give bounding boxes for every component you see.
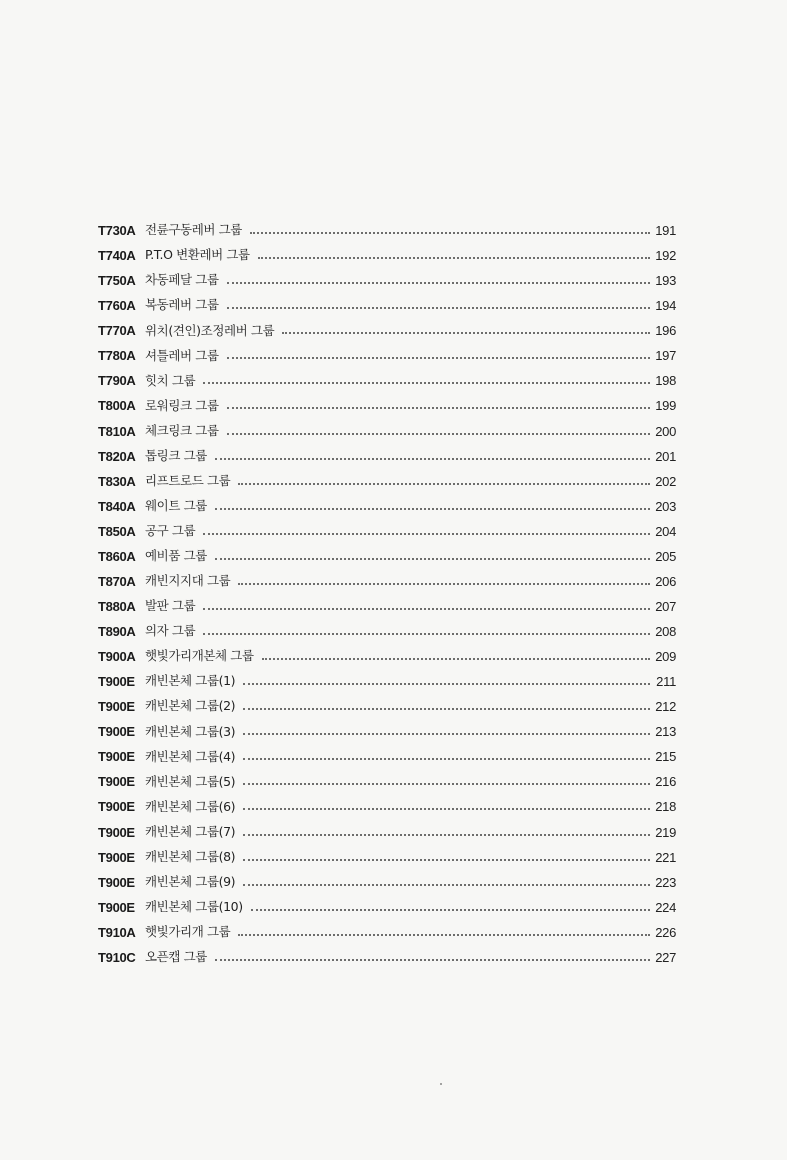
toc-entry-page-number: 204 — [655, 523, 676, 539]
toc-entry-code: T830A — [98, 473, 136, 489]
dot-leader — [227, 306, 650, 309]
toc-entry-title: 캐빈본체 그룹(2) — [145, 698, 236, 714]
toc-entry-title: 힛치 그룹 — [145, 372, 196, 388]
toc-entry-page-number: 201 — [655, 448, 676, 464]
toc-entry-page-number: 206 — [655, 573, 676, 589]
toc-entry-code: T910C — [98, 949, 136, 965]
dot-leader — [238, 933, 650, 936]
table-of-contents — [98, 218, 676, 970]
dot-leader — [227, 406, 650, 409]
toc-entry-code: T790A — [98, 373, 136, 389]
toc-entry-title: 캐빈본체 그룹(4) — [145, 748, 236, 764]
toc-entry-page-number: 211 — [656, 674, 676, 690]
toc-entry-code: T900E — [98, 774, 135, 790]
toc-entry-page-number: 218 — [655, 799, 676, 815]
toc-entry-title: 톱링크 그룹 — [145, 447, 207, 463]
toc-entry-title: 전륜구동레버 그룹 — [145, 222, 242, 238]
dot-leader — [203, 632, 650, 635]
toc-entry-page-number: 197 — [655, 348, 676, 364]
toc-entry-page-number: 212 — [655, 699, 676, 715]
toc-entry-code: T900E — [98, 849, 135, 865]
toc-entry-code: T820A — [98, 448, 136, 464]
toc-entry-page-number: 208 — [655, 624, 676, 640]
toc-entry-code: T870A — [98, 573, 136, 589]
toc-entry-title: 햇빛가리개 그룹 — [145, 924, 231, 940]
toc-entry-title: 햇빛가리개본체 그룹 — [145, 648, 254, 664]
toc-entry-title: 캐빈본체 그룹(7) — [145, 823, 236, 839]
toc-entry-page-number: 202 — [655, 473, 676, 489]
toc-entry-page-number: 213 — [655, 724, 676, 740]
toc-entry-title: 캐빈본체 그룹(1) — [145, 673, 236, 689]
toc-entry-title: 웨이트 그룹 — [145, 497, 207, 513]
toc-entry-page-number: 221 — [655, 849, 676, 865]
dot-leader — [238, 482, 650, 485]
dot-leader — [215, 457, 650, 460]
dot-leader — [251, 908, 650, 911]
toc-entry-code: T900E — [98, 749, 135, 765]
toc-entry-code: T740A — [98, 248, 136, 264]
dot-leader — [282, 331, 650, 334]
toc-entry-title: 리프트로드 그룹 — [145, 472, 231, 488]
toc-entry[interactable] — [98, 444, 676, 469]
dot-leader — [203, 381, 650, 384]
toc-entry-page-number: 219 — [655, 824, 676, 840]
toc-entry-code: T880A — [98, 598, 136, 614]
toc-entry-title: P.T.O 변환레버 그룹 — [145, 247, 250, 263]
toc-entry-code: T900E — [98, 674, 135, 690]
toc-entry-page-number: 198 — [655, 373, 676, 389]
toc-entry-code: T730A — [98, 223, 136, 239]
dot-leader — [227, 432, 650, 435]
toc-entry-page-number: 207 — [655, 598, 676, 614]
toc-entry[interactable] — [98, 569, 676, 594]
toc-entry[interactable] — [98, 368, 676, 393]
toc-entry-code: T900E — [98, 699, 135, 715]
toc-entry[interactable] — [98, 243, 676, 268]
toc-entry[interactable] — [98, 719, 676, 744]
toc-entry-title: 캐빈본체 그룹(10) — [145, 898, 243, 914]
toc-entry-page-number: 191 — [655, 223, 676, 239]
toc-entry-page-number: 216 — [655, 774, 676, 790]
toc-entry-code: T860A — [98, 548, 136, 564]
dot-leader — [203, 532, 650, 535]
toc-entry-code: T810A — [98, 423, 136, 439]
toc-entry-code: T800A — [98, 398, 136, 414]
toc-entry-code: T900E — [98, 899, 135, 915]
dot-leader — [227, 281, 650, 284]
toc-entry[interactable] — [98, 644, 676, 669]
toc-entry-code: T900A — [98, 649, 136, 665]
toc-entry[interactable] — [98, 895, 676, 920]
toc-entry-page-number: 193 — [655, 273, 676, 289]
toc-entry-page-number: 205 — [655, 548, 676, 564]
toc-entry[interactable] — [98, 870, 676, 895]
dot-leader — [243, 807, 650, 810]
toc-entry[interactable] — [98, 393, 676, 418]
dot-leader — [203, 607, 650, 610]
toc-entry-code: T760A — [98, 298, 136, 314]
toc-entry[interactable] — [98, 469, 676, 494]
toc-entry[interactable] — [98, 794, 676, 819]
dot-leader — [215, 557, 650, 560]
toc-entry-title: 캐빈본체 그룹(3) — [145, 723, 236, 739]
toc-entry[interactable] — [98, 343, 676, 368]
toc-entry-code: T850A — [98, 523, 136, 539]
toc-entry[interactable] — [98, 419, 676, 444]
toc-entry[interactable] — [98, 318, 676, 343]
toc-entry[interactable] — [98, 820, 676, 845]
toc-entry-title: 캐빈본체 그룹(5) — [145, 773, 236, 789]
toc-entry-page-number: 200 — [655, 423, 676, 439]
dot-leader — [258, 256, 650, 259]
toc-entry-code: T910A — [98, 924, 136, 940]
dot-leader — [243, 707, 650, 710]
toc-entry-page-number: 227 — [655, 949, 676, 965]
dot-leader — [243, 682, 650, 685]
toc-entry-title: 체크링크 그룹 — [145, 422, 219, 438]
toc-entry-title: 발판 그룹 — [145, 598, 196, 614]
toc-entry-code: T770A — [98, 323, 136, 339]
toc-entry-code: T900E — [98, 824, 135, 840]
toc-entry-code: T780A — [98, 348, 136, 364]
toc-entry-page-number: 203 — [655, 498, 676, 514]
toc-entry-code: T890A — [98, 624, 136, 640]
toc-entry[interactable] — [98, 544, 676, 569]
toc-entry-page-number: 192 — [655, 248, 676, 264]
toc-entry[interactable] — [98, 619, 676, 644]
toc-entry[interactable] — [98, 519, 676, 544]
toc-entry-page-number: 194 — [655, 298, 676, 314]
toc-entry-title: 의자 그룹 — [145, 623, 196, 639]
toc-entry[interactable] — [98, 845, 676, 870]
dot-leader — [243, 858, 650, 861]
toc-entry-code: T840A — [98, 498, 136, 514]
toc-entry-code: T750A — [98, 273, 136, 289]
toc-entry[interactable] — [98, 694, 676, 719]
dot-leader — [243, 732, 650, 735]
toc-entry-title: 로워링크 그룹 — [145, 397, 219, 413]
toc-entry[interactable] — [98, 594, 676, 619]
dot-leader — [215, 958, 650, 961]
toc-entry-page-number: 224 — [655, 899, 676, 915]
toc-entry-title: 위치(견인)조정레버 그룹 — [145, 322, 275, 338]
dot-leader — [227, 356, 650, 359]
dot-leader — [238, 582, 650, 585]
toc-entry[interactable] — [98, 669, 676, 694]
toc-entry-title: 캐빈본체 그룹(9) — [145, 873, 236, 889]
toc-entry-title: 오픈캡 그룹 — [145, 949, 207, 965]
toc-entry[interactable] — [98, 218, 676, 243]
toc-entry-title: 캐빈지지대 그룹 — [145, 573, 231, 589]
toc-entry-title: 캐빈본체 그룹(6) — [145, 798, 236, 814]
toc-entry-page-number: 199 — [655, 398, 676, 414]
toc-entry-title: 공구 그룹 — [145, 523, 196, 539]
dot-leader — [215, 507, 650, 510]
toc-entry[interactable] — [98, 744, 676, 769]
dot-leader — [243, 757, 650, 760]
toc-entry-title: 셔틀레버 그룹 — [145, 347, 219, 363]
toc-entry-page-number: 209 — [655, 649, 676, 665]
toc-entry-title: 복동레버 그룹 — [145, 297, 219, 313]
dot-leader — [243, 833, 650, 836]
toc-entry-code: T900E — [98, 724, 135, 740]
toc-entry-title: 차동페달 그룹 — [145, 272, 219, 288]
toc-entry-code: T900E — [98, 874, 135, 890]
toc-entry-page-number: 223 — [655, 874, 676, 890]
toc-entry-page-number: 226 — [655, 924, 676, 940]
toc-entry-code: T900E — [98, 799, 135, 815]
toc-entry-page-number: 215 — [655, 749, 676, 765]
toc-entry-title: 예비품 그룹 — [145, 548, 207, 564]
page-speck — [440, 1083, 442, 1085]
dot-leader — [262, 657, 650, 660]
toc-entry[interactable] — [98, 920, 676, 945]
toc-entry-title: 캐빈본체 그룹(8) — [145, 848, 236, 864]
toc-entry[interactable] — [98, 494, 676, 519]
dot-leader — [250, 231, 650, 234]
toc-entry[interactable] — [98, 293, 676, 318]
toc-entry[interactable] — [98, 945, 676, 970]
toc-entry[interactable] — [98, 769, 676, 794]
dot-leader — [243, 883, 650, 886]
dot-leader — [243, 782, 650, 785]
toc-entry-page-number: 196 — [655, 323, 676, 339]
toc-entry[interactable] — [98, 268, 676, 293]
